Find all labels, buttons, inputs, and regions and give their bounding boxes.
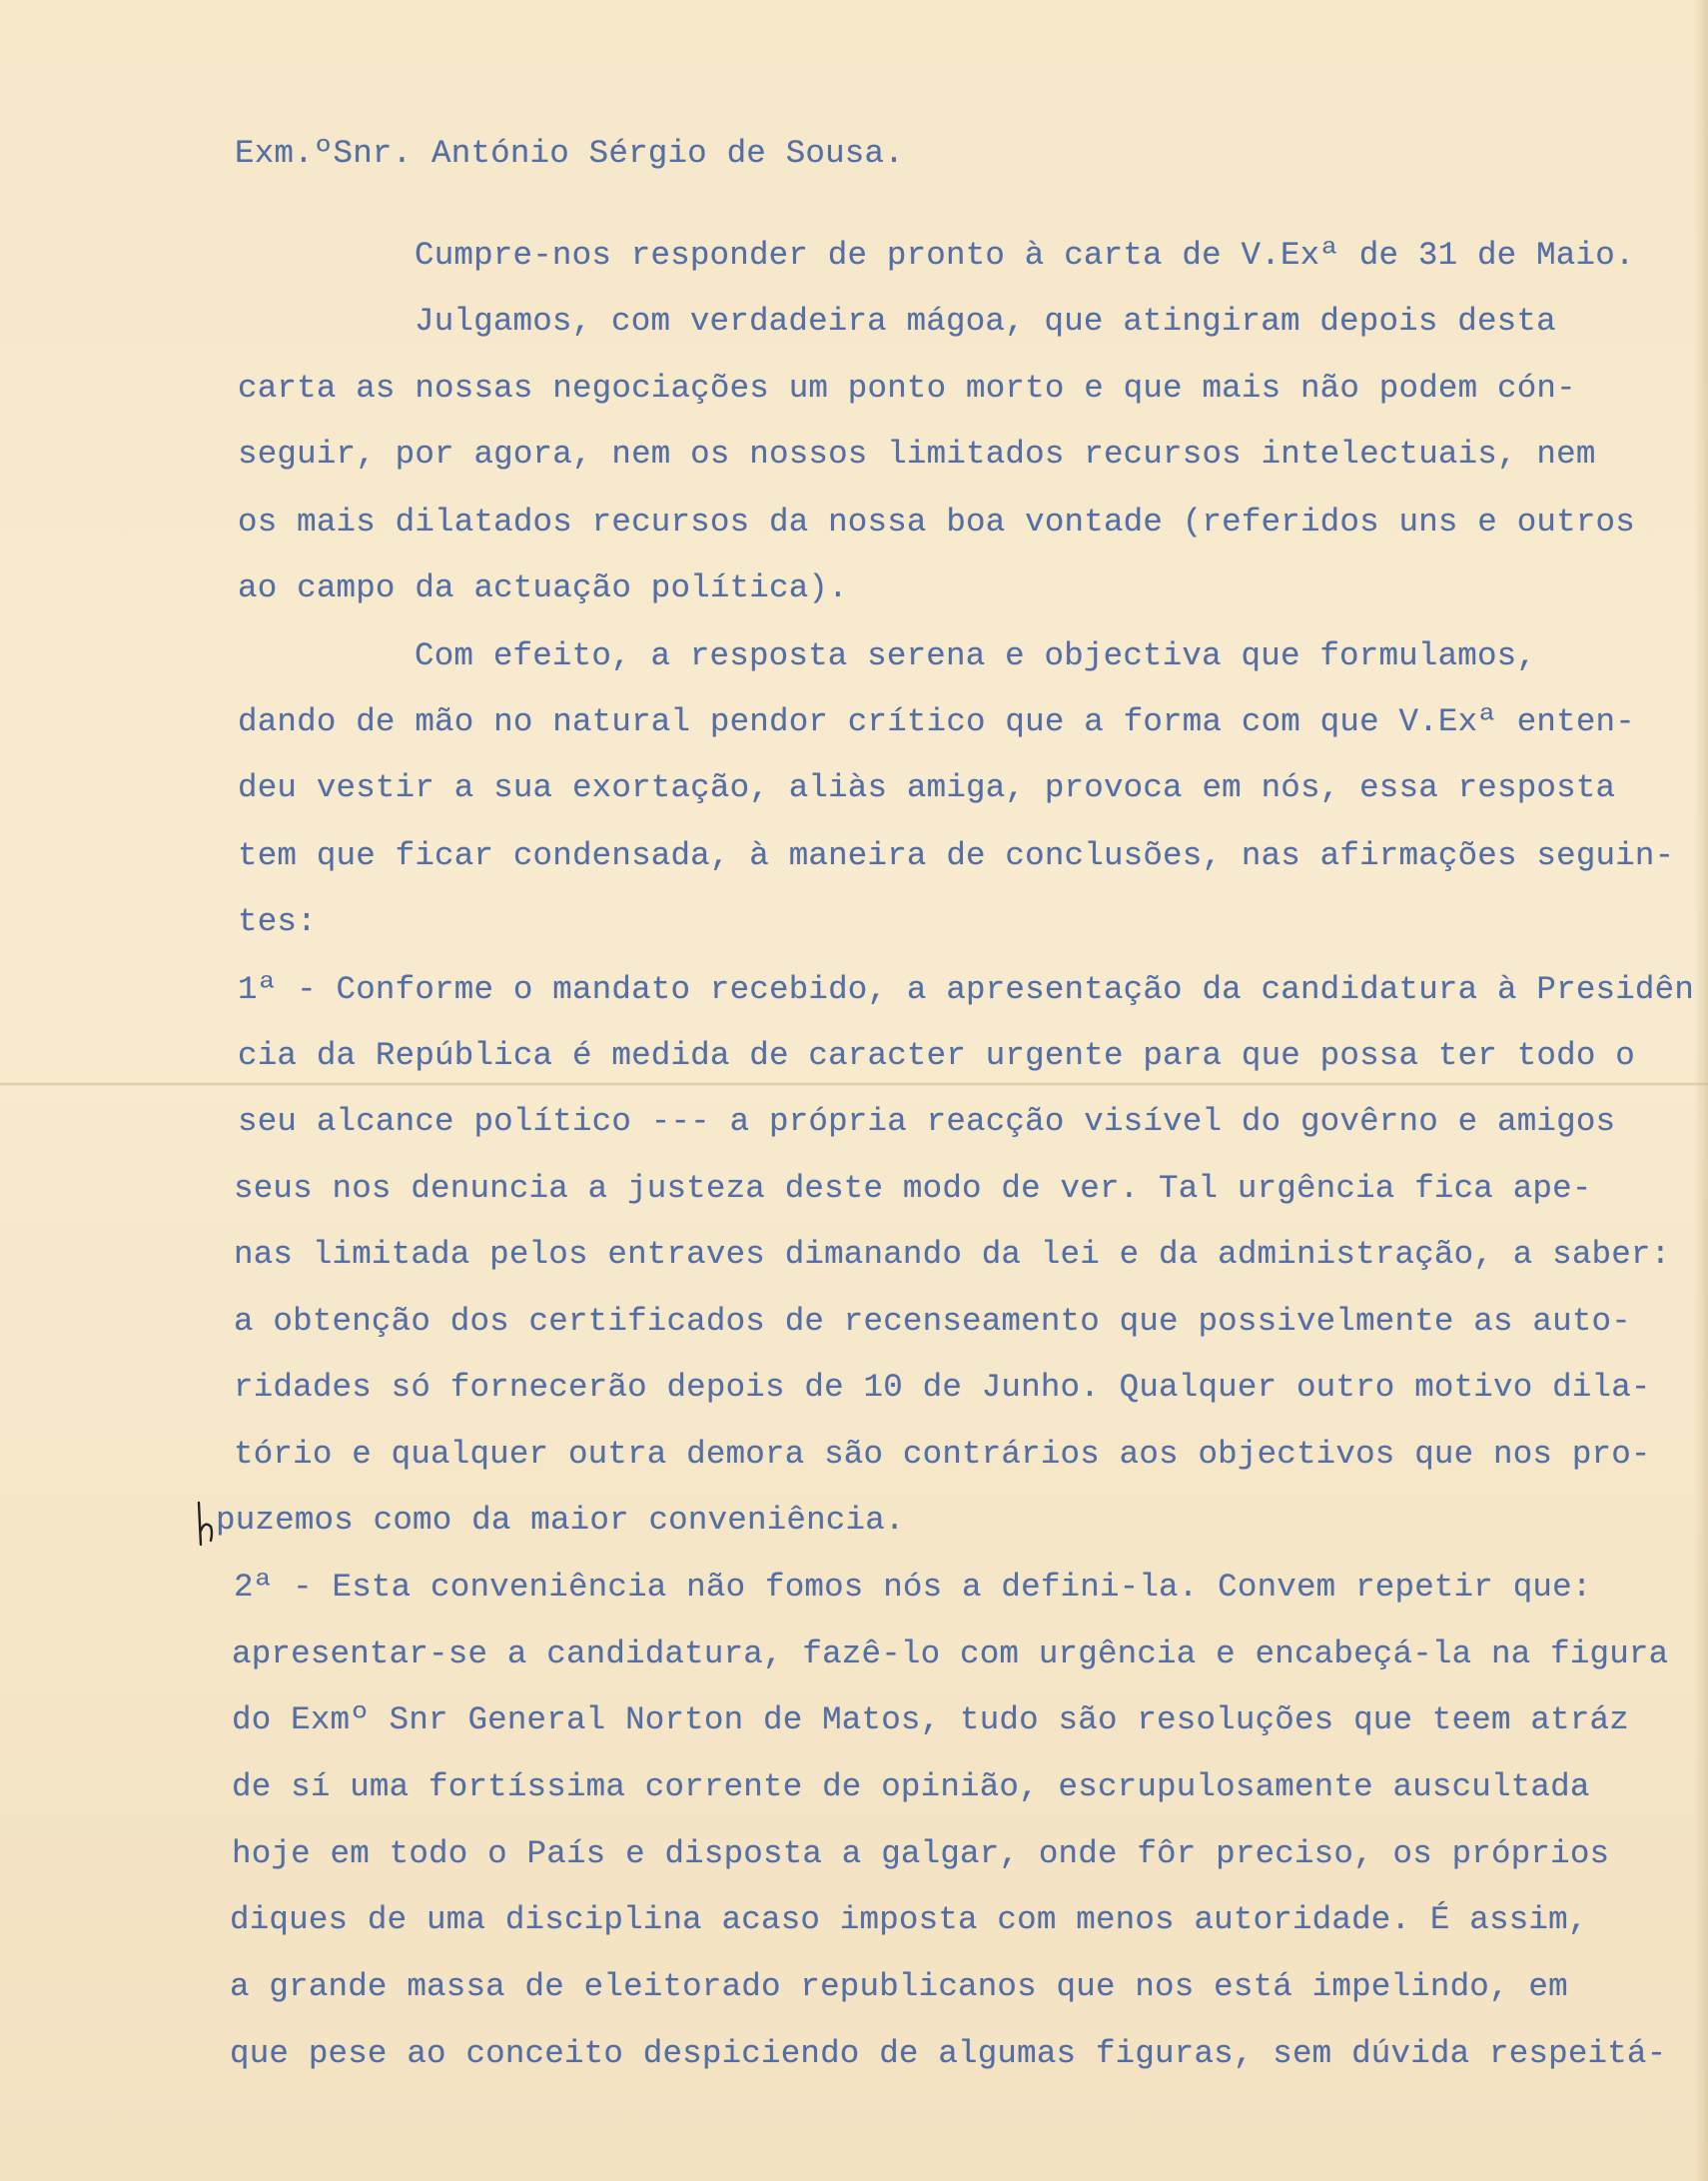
letter-line-10: tem que ficar condensada, à maneira de conclusões, nas afirmações seguin- xyxy=(238,837,1675,874)
letter-line-5: os mais dilatados recursos da nossa boa vontade (referidos uns e outros xyxy=(238,504,1635,541)
letter-line-12: 1ª - Conforme o mandato recebido, a apresentação da candidatura à Presidên xyxy=(238,971,1695,1008)
letter-line-17: a obtenção dos certificados de recenseamento que possivelmente as auto- xyxy=(234,1303,1631,1340)
letter-line-1: Cumpre-nos responder de pronto à carta de V.Exª de 31 de Maio. xyxy=(415,237,1635,274)
letter-line-2: Julgamos, com verdadeira mágoa, que atingiram depois desta xyxy=(415,303,1556,340)
letter-line-9: deu vestir a sua exortação, aliàs amiga, provoca em nós, essa resposta xyxy=(238,769,1616,806)
letter-line-13: cia da República é medida de caracter urgente para que possa ter todo o xyxy=(238,1037,1635,1074)
letter-line-24: de sí uma fortíssima corrente de opinião, escrupulosamente auscultada xyxy=(232,1768,1590,1805)
letter-salutation: Exm.ºSnr. António Sérgio de Sousa. xyxy=(235,135,904,172)
letter-line-28: que pese ao conceito despiciendo de algumas figuras, sem dúvida respeitá- xyxy=(230,2035,1667,2072)
letter-line-15: seus nos denuncia a justeza deste modo de ver. Tal urgência fica ape- xyxy=(234,1170,1592,1207)
letter-line-11: tes: xyxy=(238,903,317,940)
letter-line-14: seu alcance político --- a própria reacção visível do govêrno e amigos xyxy=(238,1103,1616,1140)
paper-edge-shadow xyxy=(1694,0,1708,2181)
letter-line-19: tório e qualquer outra demora são contrários aos objectivos que nos pro- xyxy=(234,1436,1651,1473)
letter-line-23: do Exmº Snr General Norton de Matos, tudo são resoluções que teem atráz xyxy=(232,1701,1629,1738)
letter-line-3: carta as nossas negociações um ponto morto e que mais não podem cón- xyxy=(238,370,1576,407)
letter-line-25: hoje em todo o País e disposta a galgar, onde fôr preciso, os próprios xyxy=(232,1835,1610,1872)
letter-line-22: apresentar-se a candidatura, fazê-lo com urgência e encabeçá-la na figura xyxy=(232,1636,1669,1672)
letter-line-6: ao campo da actuação política). xyxy=(238,569,848,606)
handwritten-correction-mark xyxy=(195,1501,217,1547)
letter-line-20: puzemos como da maior conveniência. xyxy=(216,1502,905,1539)
letter-line-18: ridades só fornecerão depois de 10 de Junho. Qualquer outro motivo dila- xyxy=(234,1369,1651,1406)
paper-fold-crease xyxy=(0,1082,1708,1086)
letter-line-4: seguir, por agora, nem os nossos limitados recursos intelectuais, nem xyxy=(238,436,1596,473)
letter-line-16: nas limitada pelos entraves dimanando da lei e da administração, a saber: xyxy=(234,1236,1671,1273)
letter-line-27: a grande massa de eleitorado republicanos que nos está impelindo, em xyxy=(230,1968,1568,2005)
letter-line-8: dando de mão no natural pendor crítico que a forma com que V.Exª enten- xyxy=(238,703,1635,740)
letter-line-7: Com efeito, a resposta serena e objectiva que formulamos, xyxy=(415,637,1537,674)
letter-line-26: diques de uma disciplina acaso imposta com menos autoridade. É assim, xyxy=(230,1901,1588,1938)
letter-line-21: 2ª - Esta conveniência não fomos nós a defini-la. Convem repetir que: xyxy=(234,1569,1592,1606)
